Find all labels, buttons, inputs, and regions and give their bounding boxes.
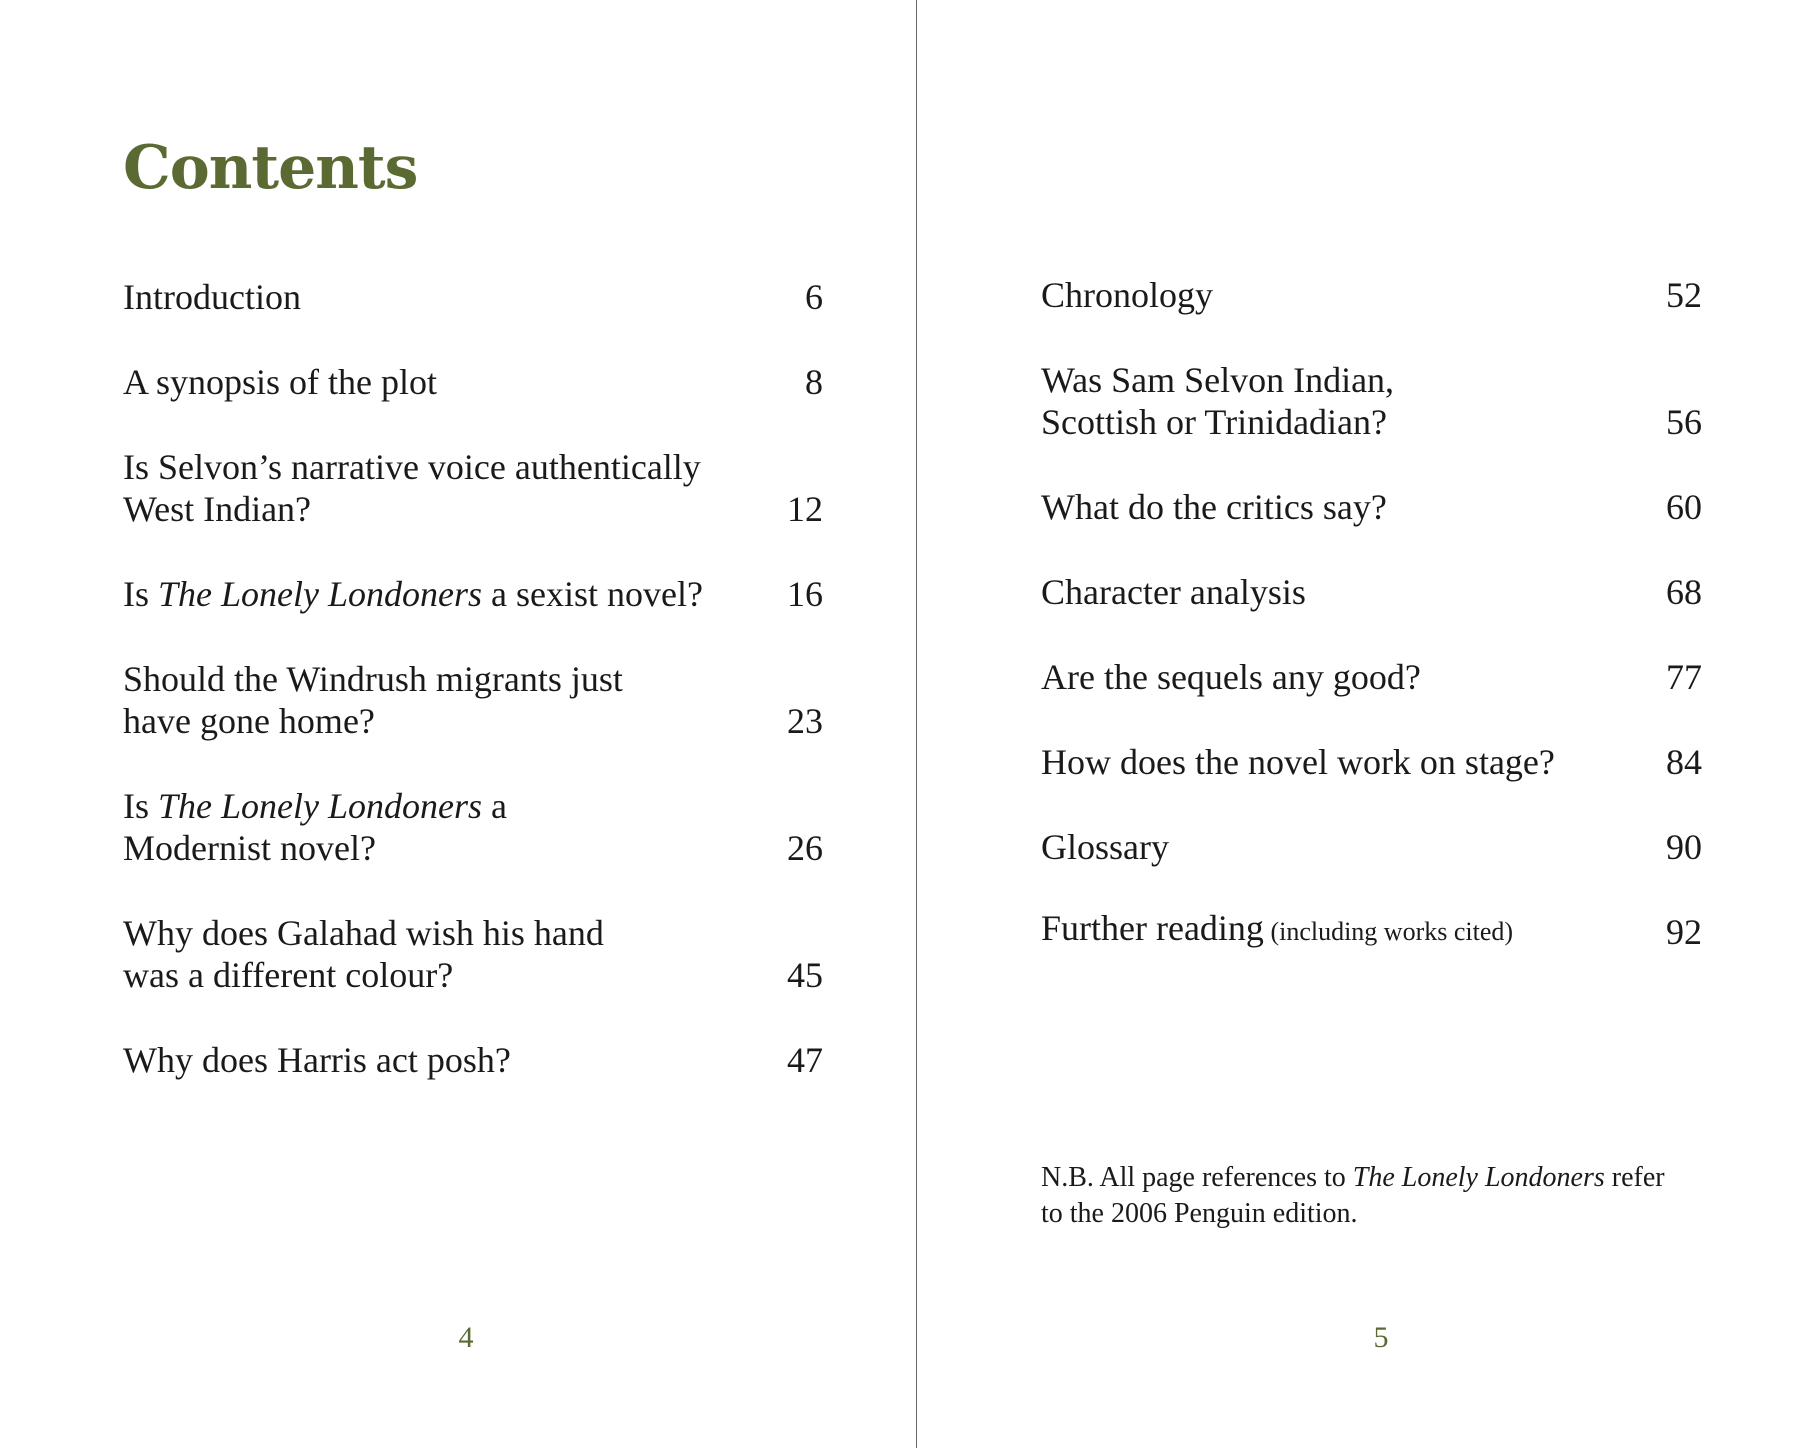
- toc-entry-title: A synopsis of the plot: [123, 362, 438, 402]
- toc-entry-page-number: 52: [1666, 275, 1702, 315]
- toc-entry-glossary[interactable]: [1041, 826, 1702, 868]
- toc-entry-title-line: have gone home?: [123, 701, 375, 741]
- toc-entry-stage[interactable]: [1041, 741, 1702, 783]
- page-number-left: 4: [458, 1321, 474, 1354]
- note-text: N.B. All page references to: [1041, 1162, 1353, 1193]
- title-italic: The Lonely Londoners: [158, 574, 482, 614]
- toc-entry-title-line: was a different colour?: [123, 955, 454, 995]
- toc-entry-page-number: 68: [1666, 572, 1702, 612]
- toc-entry-harris[interactable]: [123, 1039, 823, 1081]
- toc-entry-title: How does the novel work on stage?: [1041, 742, 1555, 782]
- page-title: Contents: [123, 133, 418, 203]
- toc-entry-chronology[interactable]: [1041, 274, 1702, 316]
- page-spine-divider: [916, 0, 917, 1448]
- toc-entry-title: [1041, 907, 1513, 953]
- toc-entry-title-line: [123, 785, 507, 827]
- toc-entry-title: Chronology: [1041, 275, 1214, 315]
- toc-entry-sequels[interactable]: [1041, 656, 1702, 698]
- toc-entry-page-number: 84: [1666, 742, 1702, 782]
- toc-entry-page-number: 6: [805, 277, 823, 317]
- toc-entry-title-line: Was Sam Selvon Indian,: [1041, 360, 1395, 400]
- toc-entry-page-number: 23: [787, 701, 823, 741]
- toc-entry-page-number: 26: [787, 828, 823, 868]
- title-subnote: (including works cited): [1263, 917, 1514, 946]
- toc-entry-title: Why does Harris act posh?: [123, 1040, 511, 1080]
- toc-entry-title: [123, 573, 703, 615]
- title-text: a sexist novel?: [482, 574, 703, 614]
- toc-entry-synopsis[interactable]: [123, 361, 823, 403]
- page-number-right: 5: [1373, 1321, 1389, 1354]
- title-text: Further reading: [1041, 908, 1264, 948]
- toc-entry-introduction[interactable]: [123, 276, 823, 318]
- toc-entry-page-number: 60: [1666, 487, 1702, 527]
- toc-entry-character-analysis[interactable]: [1041, 571, 1702, 613]
- toc-entry-modernist-novel[interactable]: [123, 785, 823, 869]
- edition-note-line: to the 2006 Penguin edition.: [1041, 1198, 1358, 1229]
- title-text: a: [482, 786, 507, 826]
- title-italic: The Lonely Londoners: [158, 786, 482, 826]
- toc-entry-sexist-novel[interactable]: [123, 573, 823, 615]
- toc-entry-further-reading[interactable]: [1041, 908, 1702, 953]
- note-italic: The Lonely Londoners: [1352, 1162, 1605, 1193]
- toc-entry-narrative-voice[interactable]: [123, 446, 823, 530]
- toc-entry-title-line: Scottish or Trinidadian?: [1041, 402, 1388, 442]
- title-text: Is: [123, 786, 158, 826]
- toc-entry-title-line: Should the Windrush migrants just: [123, 659, 623, 699]
- toc-entry-page-number: 77: [1666, 657, 1702, 697]
- toc-entry-selvon-identity[interactable]: [1041, 359, 1702, 443]
- toc-entry-page-number: 12: [787, 489, 823, 529]
- toc-entry-galahad[interactable]: [123, 912, 823, 996]
- toc-entry-title-line: Is Selvon’s narrative voice authentically: [123, 447, 701, 487]
- toc-entry-page-number: 90: [1666, 827, 1702, 867]
- toc-entry-title-line: West Indian?: [123, 489, 312, 529]
- toc-entry-page-number: 92: [1666, 912, 1702, 952]
- toc-entry-title: Introduction: [123, 277, 301, 317]
- toc-entry-page-number: 8: [805, 362, 823, 402]
- toc-entry-title: Glossary: [1041, 827, 1169, 867]
- toc-entry-page-number: 16: [787, 574, 823, 614]
- toc-entry-title: What do the critics say?: [1041, 487, 1387, 527]
- toc-entry-critics[interactable]: [1041, 486, 1702, 528]
- toc-entry-title: Character analysis: [1041, 572, 1306, 612]
- note-text: refer: [1604, 1162, 1665, 1193]
- edition-note: [1041, 1160, 1721, 1232]
- edition-note-line: [1041, 1160, 1721, 1196]
- toc-entry-page-number: 56: [1666, 402, 1702, 442]
- toc-entry-title-line: Modernist novel?: [123, 828, 376, 868]
- toc-entry-page-number: 47: [787, 1040, 823, 1080]
- toc-entry-title-line: Why does Galahad wish his hand: [123, 913, 604, 953]
- toc-entry-page-number: 45: [787, 955, 823, 995]
- title-text: Is: [123, 574, 158, 614]
- toc-entry-title: Are the sequels any good?: [1041, 657, 1421, 697]
- toc-entry-windrush[interactable]: [123, 658, 823, 742]
